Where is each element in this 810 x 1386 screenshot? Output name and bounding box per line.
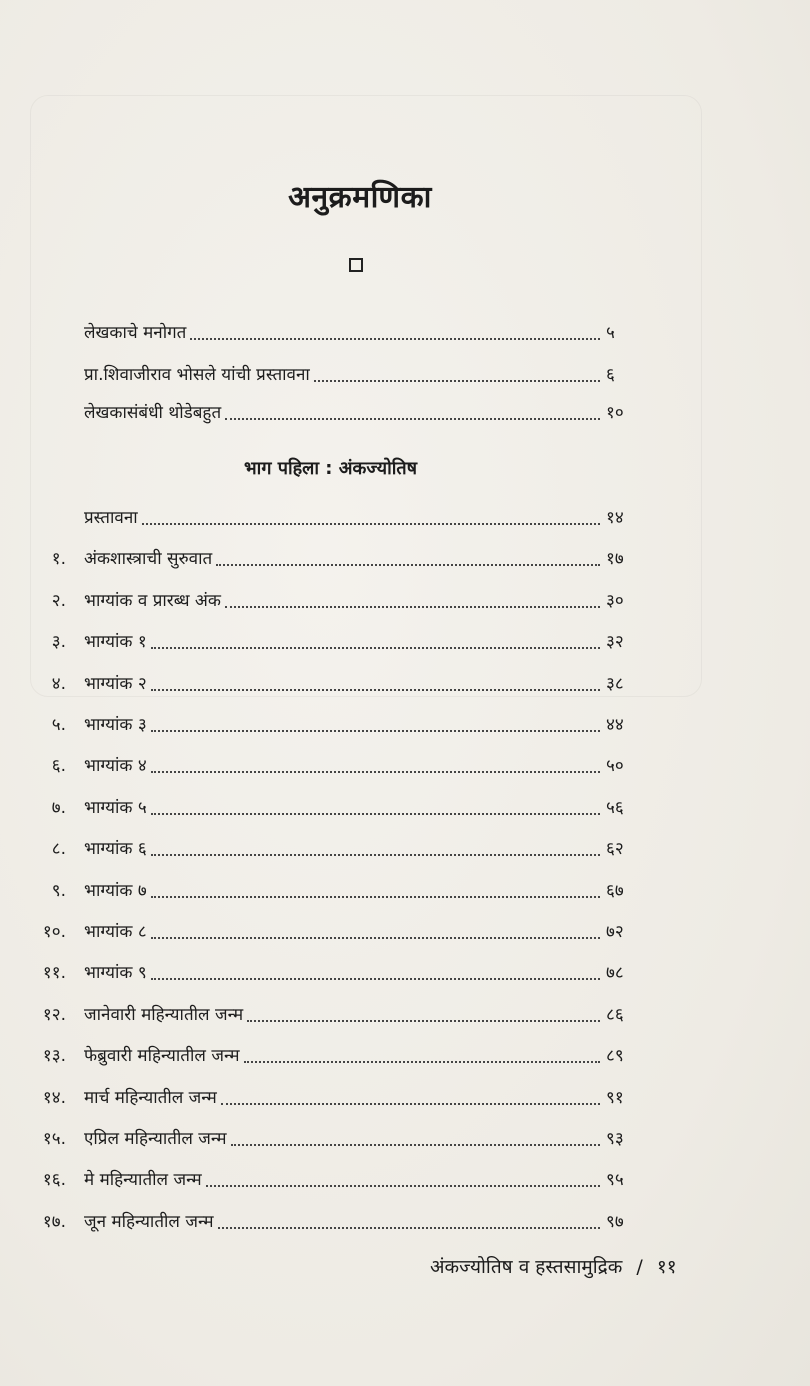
entry-label: भाग्यांक १	[84, 632, 147, 652]
entry-label: भाग्यांक ६	[84, 839, 147, 859]
entry-number: १६.	[42, 1170, 66, 1190]
toc-entry	[0, 751, 810, 781]
leader-dots	[151, 937, 600, 939]
entry-label: भाग्यांक ५	[84, 798, 147, 818]
leader-dots	[314, 380, 600, 382]
entry-number: ७.	[51, 798, 66, 818]
entry-page-number: ९१	[606, 1088, 624, 1108]
leader-dots	[206, 1185, 600, 1187]
entry-number: ८.	[51, 839, 66, 859]
entry-page-number: ३८	[606, 674, 624, 694]
entry-label: भाग्यांक व प्रारब्ध अंक	[84, 591, 221, 611]
entry-label: भाग्यांक ८	[84, 922, 147, 942]
toc-entry	[0, 1000, 810, 1030]
running-footer	[430, 1252, 730, 1282]
toc-entry	[0, 503, 810, 533]
entry-number: १४.	[42, 1088, 66, 1108]
leader-dots	[190, 338, 600, 340]
toc-entry	[0, 793, 810, 823]
toc-entry	[0, 669, 810, 699]
entry-label: लेखकाचे मनोगत	[84, 323, 187, 343]
entry-page-number: ९७	[606, 1212, 624, 1232]
entry-label: भाग्यांक ९	[84, 963, 147, 983]
entry-label: लेखकासंबंधी थोडेबहुत	[84, 403, 222, 423]
section-heading: भाग पहिला : अंकज्योतिष	[244, 458, 418, 479]
entry-number: ११.	[42, 963, 66, 983]
toc-entry	[0, 318, 810, 348]
toc-entry	[0, 544, 810, 574]
entry-label: मार्च महिन्यातील जन्म	[84, 1088, 217, 1108]
entry-number: २.	[51, 591, 66, 611]
entry-number: १०.	[42, 922, 66, 942]
entry-label: भाग्यांक ४	[84, 756, 147, 776]
entry-number: ५.	[51, 715, 66, 735]
entry-label: अंकशास्त्राची सुरुवात	[84, 549, 213, 569]
entry-page-number: ९३	[606, 1129, 624, 1149]
toc-entry	[0, 398, 810, 428]
entry-page-number: ५०	[606, 756, 624, 776]
entry-number: १२.	[42, 1005, 66, 1025]
entry-page-number: ४४	[606, 715, 624, 735]
leader-dots	[221, 1103, 600, 1105]
square-ornament-icon	[349, 258, 363, 272]
toc-entry	[0, 1124, 810, 1154]
entry-page-number: १०	[606, 403, 624, 423]
toc-entry	[0, 710, 810, 740]
footer-book-title: अंकज्योतिष व हस्तसामुद्रिक	[430, 1256, 623, 1278]
leader-dots	[216, 564, 600, 566]
toc-entry	[0, 1165, 810, 1195]
entry-page-number: ३०	[606, 591, 624, 611]
toc-entry	[0, 1083, 810, 1113]
leader-dots	[151, 896, 600, 898]
entry-label: प्रा.शिवाजीराव भोसले यांची प्रस्तावना	[84, 365, 310, 385]
leader-dots	[231, 1144, 600, 1146]
leader-dots	[151, 771, 600, 773]
page-title: अनुक्रमणिका	[288, 180, 432, 215]
entry-label: भाग्यांक ३	[84, 715, 147, 735]
leader-dots	[142, 523, 600, 525]
entry-page-number: ९५	[606, 1170, 624, 1190]
entry-label: भाग्यांक ७	[84, 881, 147, 901]
entry-page-number: ३२	[606, 632, 624, 652]
entry-label: फेब्रुवारी महिन्यातील जन्म	[84, 1046, 240, 1066]
entry-page-number: ६२	[606, 839, 624, 859]
entry-number: १७.	[42, 1212, 66, 1232]
toc-entry	[0, 917, 810, 947]
entry-page-number: ८९	[606, 1046, 624, 1066]
leader-dots	[151, 854, 600, 856]
leader-dots	[151, 689, 600, 691]
leader-dots	[225, 606, 600, 608]
entry-label: भाग्यांक २	[84, 674, 147, 694]
entry-page-number: ७८	[606, 963, 624, 983]
entry-label: मे महिन्यातील जन्म	[84, 1170, 202, 1190]
footer-separator: /	[636, 1256, 643, 1278]
leader-dots	[247, 1020, 600, 1022]
entry-page-number: ६	[606, 365, 615, 385]
entry-label: एप्रिल महिन्यातील जन्म	[84, 1129, 227, 1149]
leader-dots	[225, 418, 600, 420]
entry-page-number: ५	[606, 323, 615, 343]
entry-label: प्रस्तावना	[84, 508, 138, 528]
entry-page-number: १७	[606, 549, 624, 569]
entry-number: ९.	[51, 881, 66, 901]
entry-number: ४.	[51, 674, 66, 694]
toc-entry	[0, 360, 810, 390]
leader-dots	[151, 978, 600, 980]
toc-entry	[0, 586, 810, 616]
entry-page-number: ६७	[606, 881, 624, 901]
entry-label: जून महिन्यातील जन्म	[84, 1212, 214, 1232]
leader-dots	[151, 647, 600, 649]
entry-number: ६.	[51, 756, 66, 776]
leader-dots	[151, 813, 600, 815]
toc-entry	[0, 958, 810, 988]
entry-number: १३.	[42, 1046, 66, 1066]
toc-entry	[0, 1041, 810, 1071]
leader-dots	[244, 1061, 600, 1063]
entry-number: १.	[51, 549, 66, 569]
entry-page-number: ५६	[606, 798, 624, 818]
toc-entry	[0, 627, 810, 657]
toc-entry	[0, 876, 810, 906]
entry-number: ३.	[51, 632, 66, 652]
entry-number: १५.	[42, 1129, 66, 1149]
footer-page-number: ११	[656, 1256, 677, 1278]
toc-entry	[0, 1207, 810, 1237]
entry-page-number: ७२	[606, 922, 624, 942]
toc-entry	[0, 834, 810, 864]
entry-page-number: १४	[606, 508, 624, 528]
entry-page-number: ८६	[606, 1005, 624, 1025]
entry-label: जानेवारी महिन्यातील जन्म	[84, 1005, 244, 1025]
leader-dots	[218, 1227, 600, 1229]
leader-dots	[151, 730, 600, 732]
